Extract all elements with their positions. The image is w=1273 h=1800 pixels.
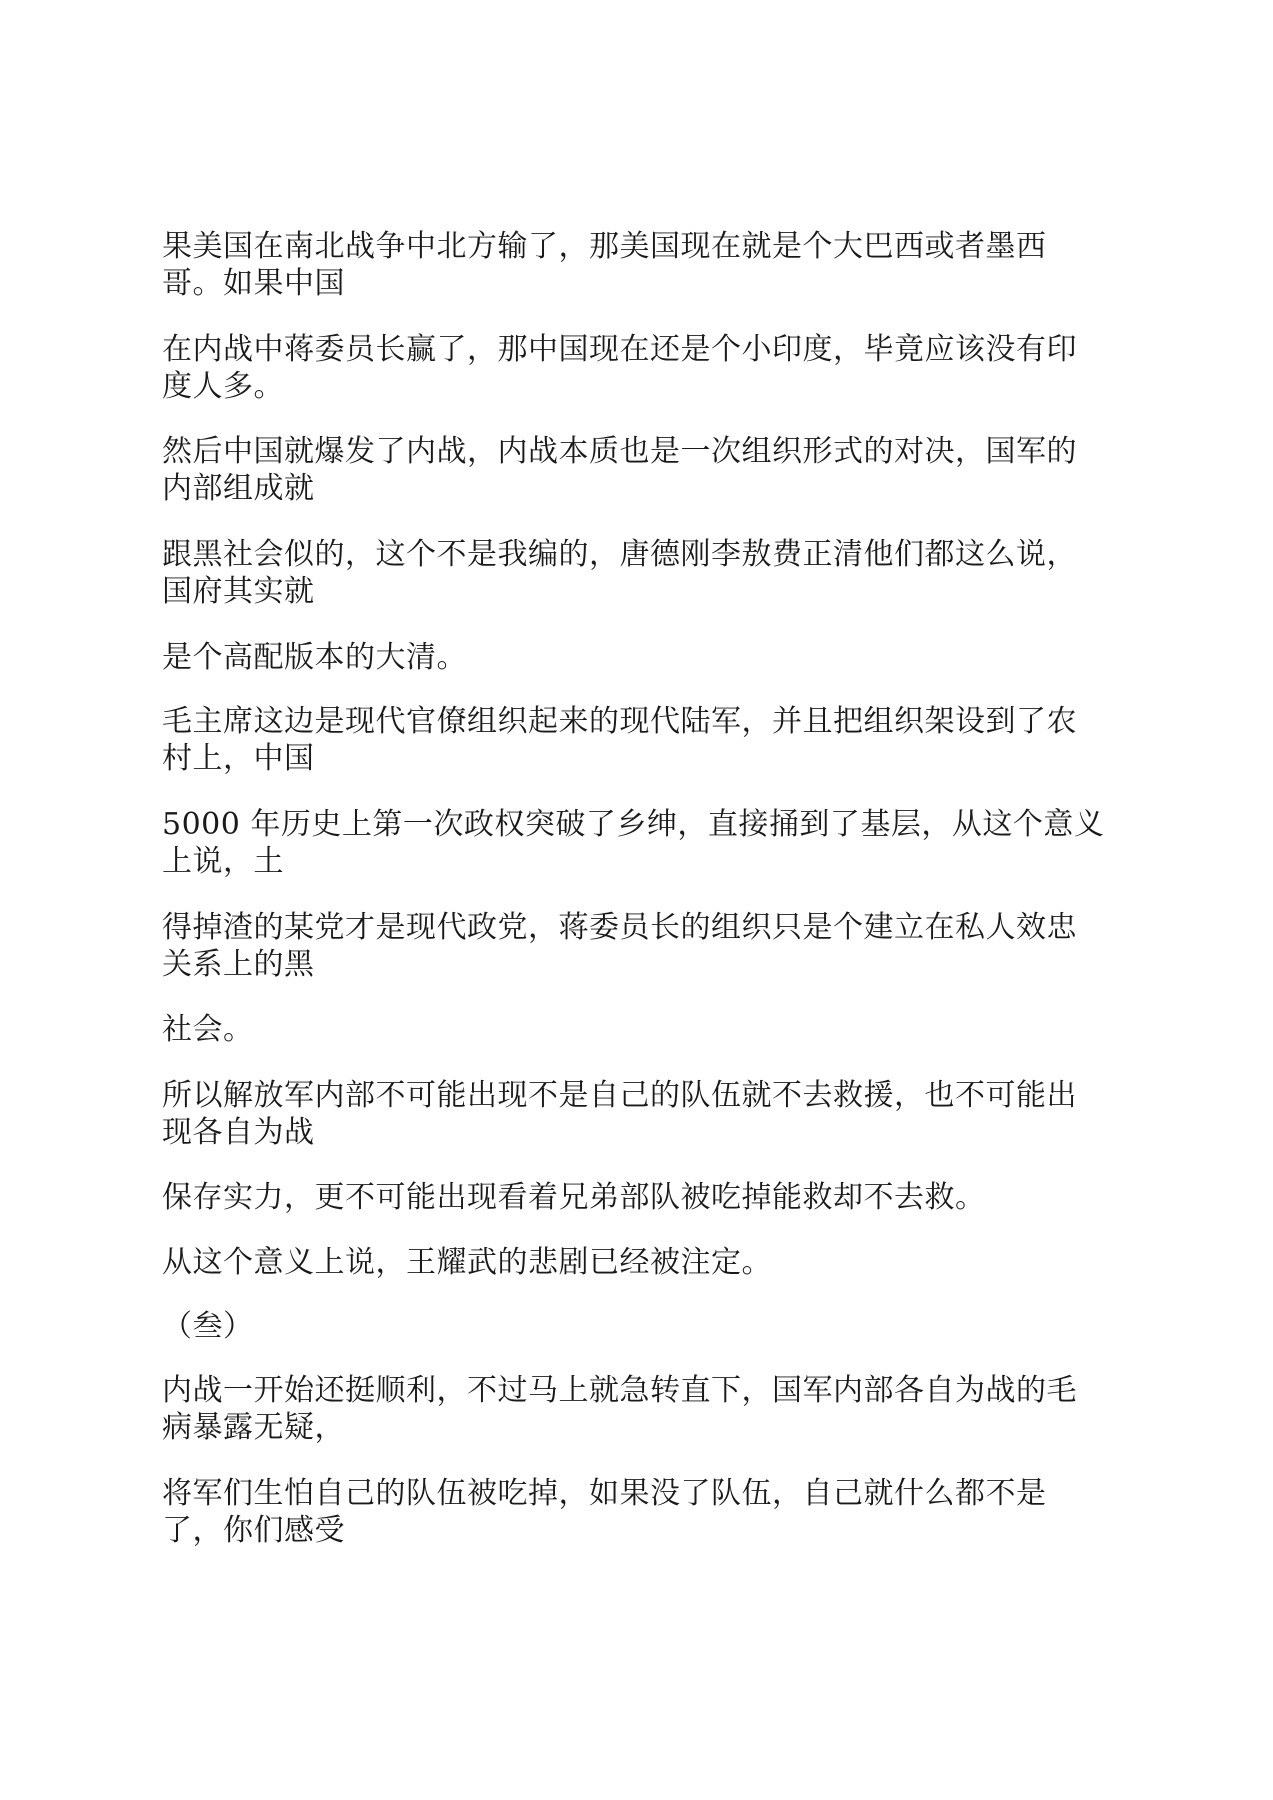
paragraph-line: 在内战中蒋委员长赢了，那中国现在还是个小印度，毕竟应该没有印 (162, 332, 1077, 367)
paragraph (162, 703, 1122, 777)
paragraph-line: 哥。如果中国 (162, 266, 345, 301)
paragraph (162, 1372, 1122, 1446)
paragraph-line: 社会。 (162, 1012, 254, 1047)
paragraph (162, 536, 1122, 610)
paragraph-line: 现各自为战 (162, 1115, 315, 1150)
paragraph-line: 所以解放军内部不可能出现不是自己的队伍就不去救援，也不可能出 (162, 1078, 1077, 1113)
paragraph-line: 度人多。 (162, 369, 284, 404)
paragraph-line: 果美国在南北战争中北方输了，那美国现在就是个大巴西或者墨西 (162, 229, 1047, 264)
paragraph-line: 得掉渣的某党才是现代政党，蒋委员长的组织只是个建立在私人效忠 (162, 910, 1077, 945)
paragraph (162, 1475, 1122, 1549)
paragraph-line: 内部组成就 (162, 471, 315, 506)
paragraph (162, 639, 1122, 676)
paragraph (162, 1244, 1122, 1281)
paragraph-line: 国府其实就 (162, 574, 315, 609)
paragraph-line: 5000 年历史上第一次政权突破了乡绅，直接捅到了基层，从这个意义 (162, 807, 1105, 842)
paragraph-line: 内战一开始还挺顺利，不过马上就急转直下，国军内部各自为战的毛 (162, 1373, 1077, 1408)
paragraph (162, 806, 1122, 880)
paragraph-line: 关系上的黑 (162, 947, 315, 982)
paragraph-line: 毛主席这边是现代官僚组织起来的现代陆军，并且把组织架设到了农 (162, 704, 1077, 739)
paragraph-line: 从这个意义上说，王耀武的悲剧已经被注定。 (162, 1245, 772, 1280)
paragraph-line: 跟黑社会似的，这个不是我编的，唐德刚李敖费正清他们都这么说， (162, 537, 1077, 572)
paragraph-line: 然后中国就爆发了内战，内战本质也是一次组织形式的对决，国军的 (162, 434, 1077, 469)
paragraph-line: 了，你们感受 (162, 1513, 345, 1548)
paragraph-line: 上说，土 (162, 844, 284, 879)
paragraph (162, 433, 1122, 507)
section-heading-text: （叁） (162, 1309, 254, 1344)
paragraph (162, 1011, 1122, 1048)
paragraph-line: 将军们生怕自己的队伍被吃掉，如果没了队伍，自己就什么都不是 (162, 1476, 1047, 1511)
section-heading (162, 1308, 1122, 1345)
paragraph (162, 1077, 1122, 1151)
paragraph-line: 保存实力，更不可能出现看着兄弟部队被吃掉能救却不去救。 (162, 1180, 986, 1215)
paragraph (162, 1179, 1122, 1216)
paragraph (162, 228, 1122, 302)
paragraph-line: 村上，中国 (162, 741, 315, 776)
paragraph-line: 是个高配版本的大清。 (162, 640, 467, 675)
paragraph (162, 909, 1122, 983)
paragraph-line: 病暴露无疑， (162, 1410, 345, 1445)
paragraph (162, 331, 1122, 405)
